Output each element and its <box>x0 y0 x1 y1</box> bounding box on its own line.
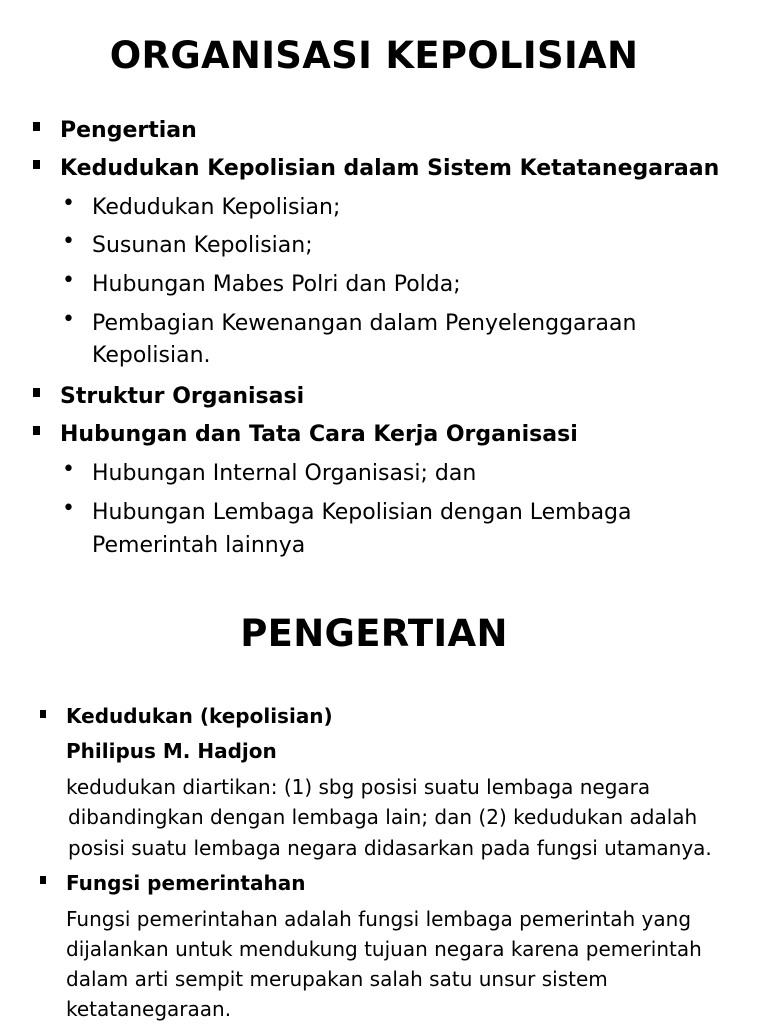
paragraph-line: dalam arti sempit merupakan salah satu unsur sistem <box>66 967 608 991</box>
list-subitem: Hubungan Mabes Polri dan Polda; <box>92 272 461 297</box>
paragraph-line: dibandingkan dengan lembaga lain; dan (2) kedudukan adalah <box>68 805 698 829</box>
slide-title: ORGANISASI KEPOLISIAN <box>109 34 639 77</box>
square-bullet-icon <box>40 876 46 884</box>
section-heading-kedudukan: Kedudukan (kepolisian) <box>66 704 333 728</box>
paragraph-line: posisi suatu lembaga negara didasarkan pada fungsi utamanya. <box>68 836 712 860</box>
round-bullet-icon: • <box>62 307 75 332</box>
paragraph-line: Fungsi pemerintahan adalah fungsi lembaga pemerintah yang <box>66 907 692 931</box>
list-item: Pengertian <box>60 118 197 143</box>
list-subitem: Susunan Kepolisian; <box>92 233 313 258</box>
round-bullet-icon: • <box>62 496 75 521</box>
square-bullet-icon <box>33 426 40 435</box>
list-subitem: Hubungan Internal Organisasi; dan <box>92 461 477 486</box>
list-subitem: Pembagian Kewenangan dalam Penyelenggaraan <box>92 311 637 336</box>
paragraph-line: dijalankan untuk mendukung tujuan negara karena pemerintah <box>66 937 702 961</box>
section-heading-fungsi: Fungsi pemerintahan <box>66 871 306 895</box>
list-subitem-continuation: Pemerintah lainnya <box>92 533 306 558</box>
list-item: Kedudukan Kepolisian dalam Sistem Ketatanegaraan <box>60 156 720 181</box>
paragraph-line: ketatanegaraan. <box>66 997 232 1021</box>
paragraph-line: kedudukan diartikan: (1) sbg posisi suatu lembaga negara <box>66 775 651 799</box>
slide-title: PENGERTIAN <box>240 612 508 655</box>
author-name: Philipus M. Hadjon <box>66 739 277 763</box>
square-bullet-icon <box>33 388 40 397</box>
list-subitem: Hubungan Lembaga Kepolisian dengan Lembaga <box>92 500 632 525</box>
round-bullet-icon: • <box>62 191 75 216</box>
square-bullet-icon <box>40 710 46 718</box>
slide-pengertian <box>0 580 768 1024</box>
list-item: Hubungan dan Tata Cara Kerja Organisasi <box>60 422 578 447</box>
list-item: Struktur Organisasi <box>60 384 305 409</box>
square-bullet-icon <box>33 160 40 169</box>
list-subitem: Kedudukan Kepolisian; <box>92 195 341 220</box>
round-bullet-icon: • <box>62 229 75 254</box>
round-bullet-icon: • <box>62 268 75 293</box>
list-subitem-continuation: Kepolisian. <box>92 343 211 368</box>
round-bullet-icon: • <box>62 457 75 482</box>
square-bullet-icon <box>33 122 40 131</box>
